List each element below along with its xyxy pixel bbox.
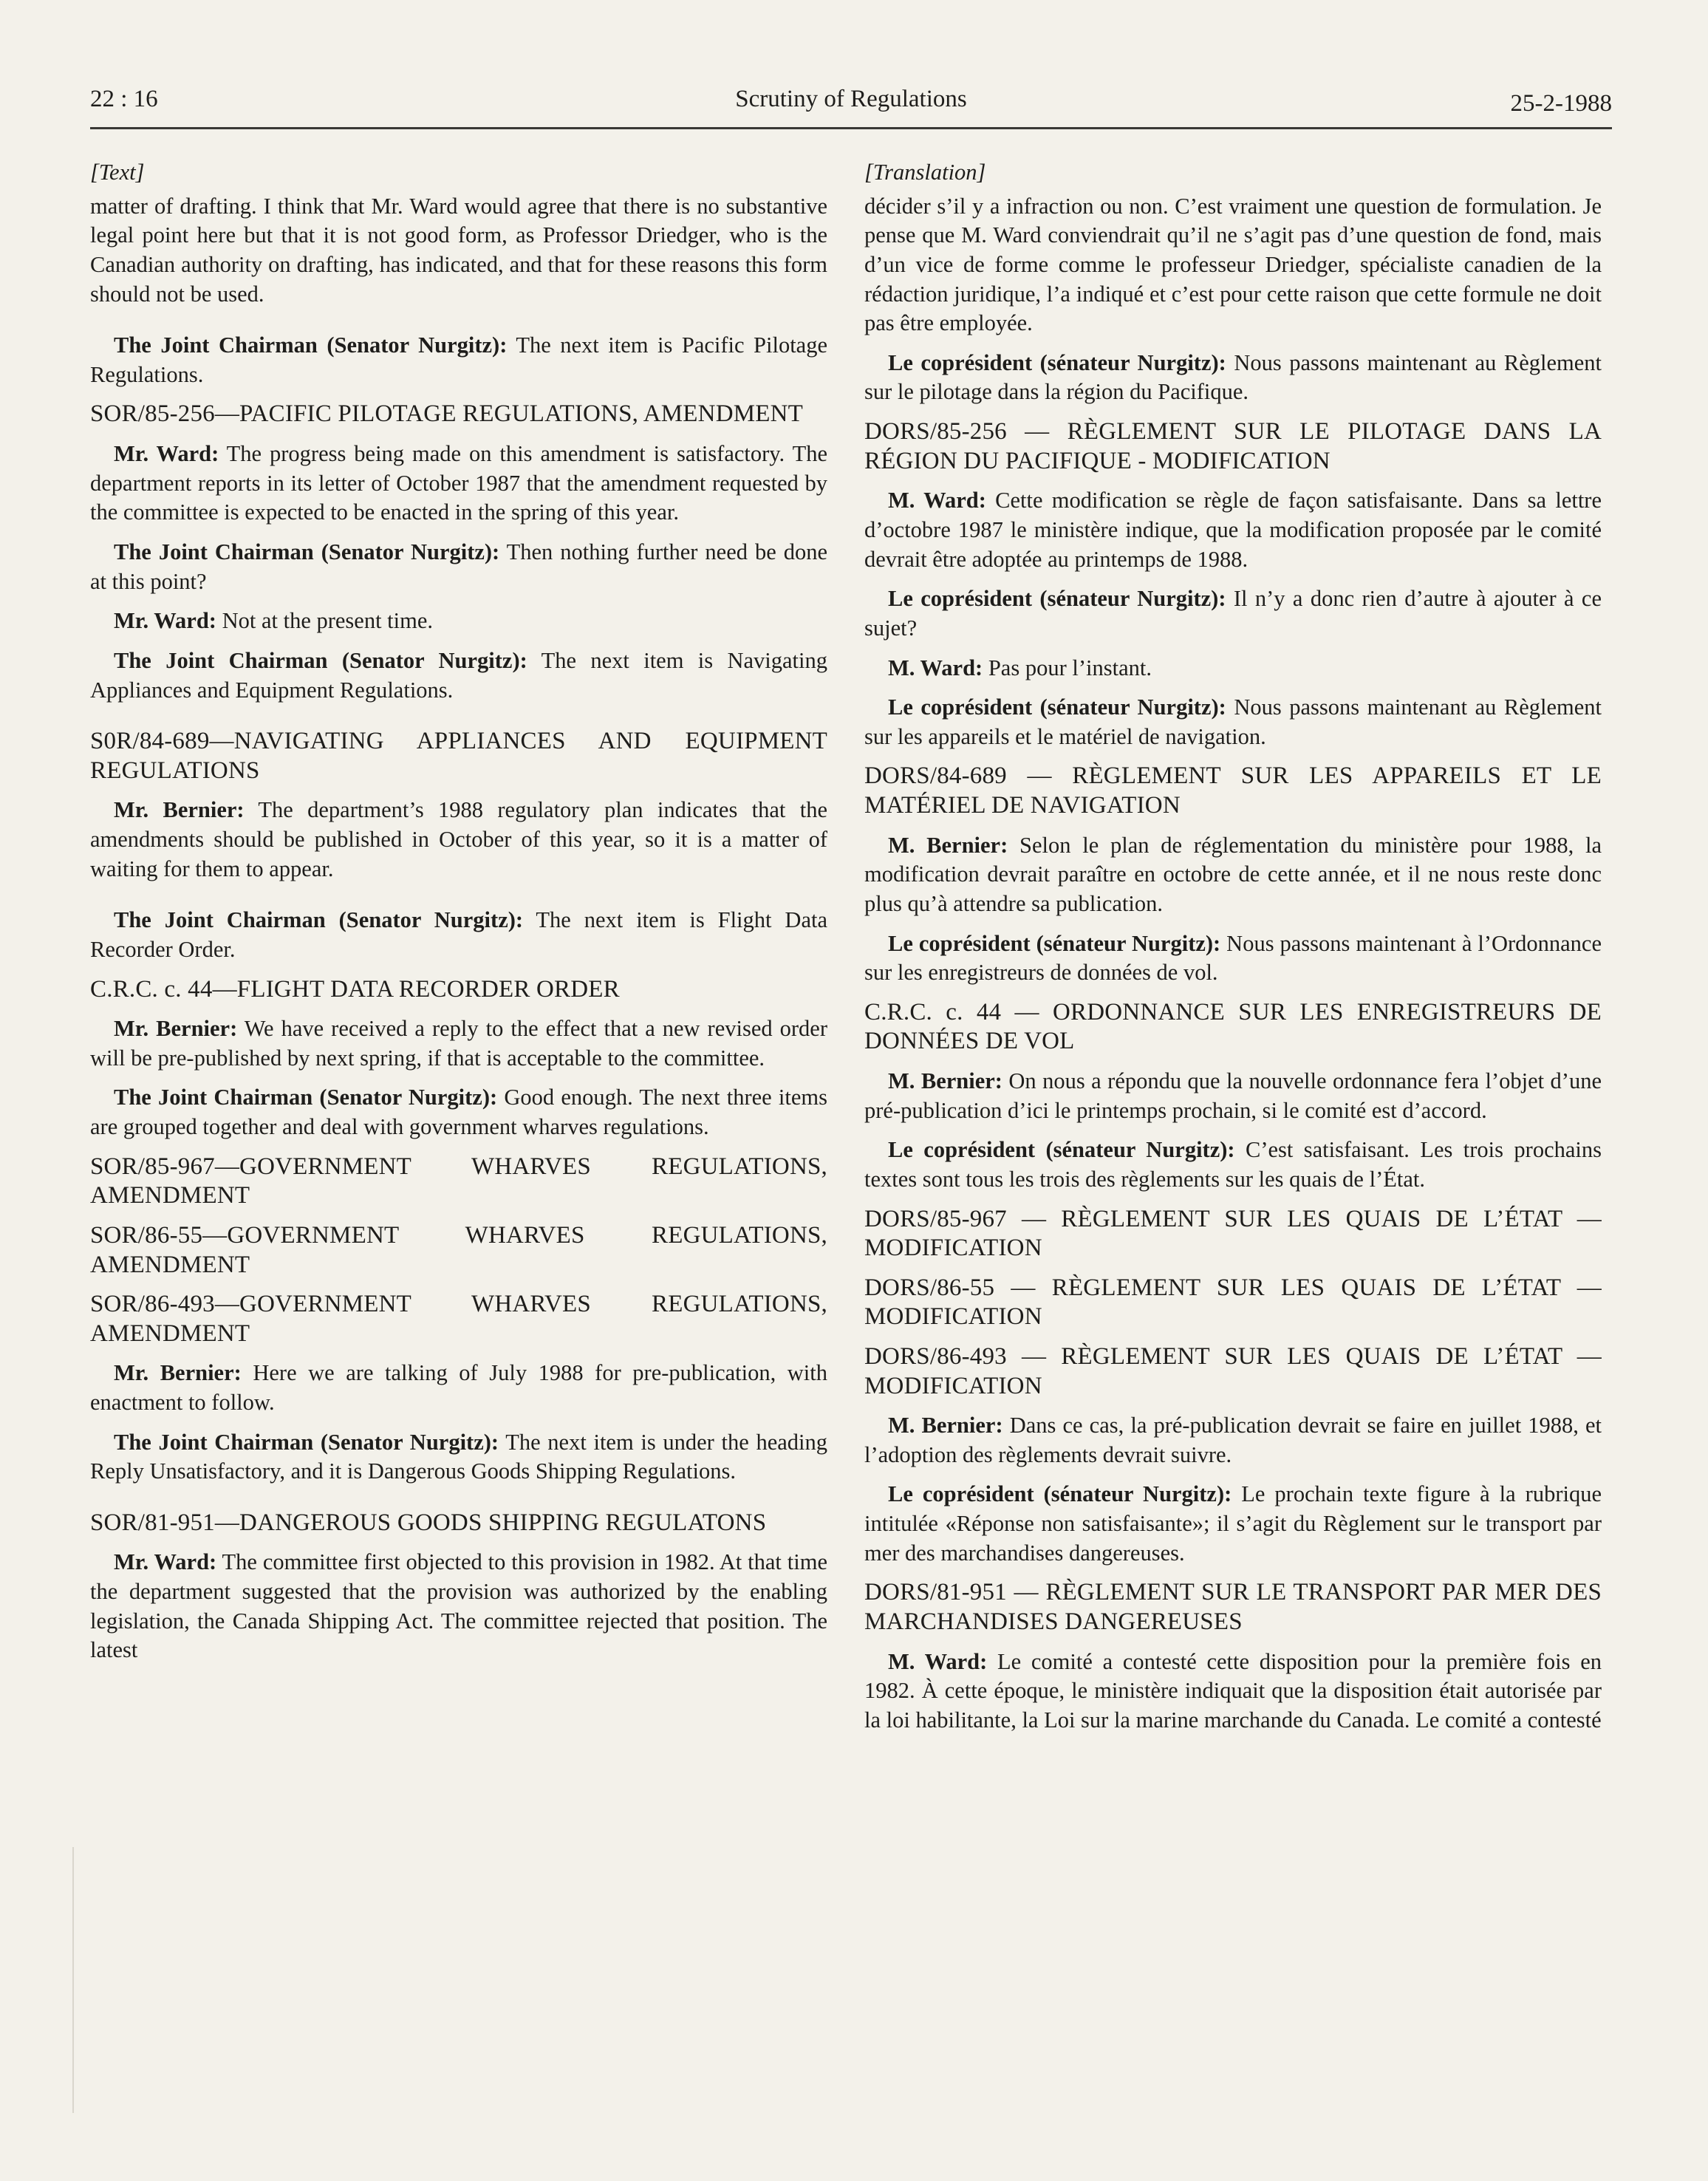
- speech-paragraph: [90, 1014, 827, 1073]
- speech-text: Nous passons maintenant au Règlement sur les appareils et le matériel de navigation.: [864, 694, 1602, 749]
- running-title: Scrutiny of Regulations: [735, 86, 967, 112]
- speech-paragraph: [864, 584, 1602, 643]
- speech-paragraph: [90, 331, 827, 389]
- speech-paragraph: [864, 693, 1602, 751]
- page-number: 22 : 16: [90, 86, 158, 112]
- regulation-heading: DORS/81-951 — RÈGLEMENT SUR LE TRANSPORT PAR MER DES MARCHANDISES DANGEREUSES: [864, 1579, 1602, 1635]
- speech-text: Here we are talking of July 1988 for pre-publication, with enactment to follow.: [90, 1360, 827, 1415]
- regulation-heading: SOR/86-493—GOVERNMENT WHARVES REGULATIONS, AMENDMENT: [90, 1291, 827, 1347]
- regulation-heading: DORS/84-689 — RÈGLEMENT SUR LES APPAREILS ET LE MATÉRIEL DE NAVIGATION: [864, 762, 1602, 819]
- speech-paragraph: [90, 440, 827, 528]
- speaker-name: Mr. Bernier:: [114, 1016, 238, 1042]
- speech-paragraph: [864, 1067, 1602, 1125]
- speaker-name: Mr. Ward:: [114, 1549, 217, 1575]
- speech-text: On nous a répondu que la nouvelle ordonnance fera l’objet d’une pré-publication d’ici le printemps prochain, si le comité est d’accord.: [864, 1068, 1602, 1123]
- speech-paragraph: [90, 1359, 827, 1417]
- speech-text: Selon le plan de réglementation du ministère pour 1988, la modification devrait paraître en octobre de cette année, et il ne nous reste donc plus qu’à attendre sa publication.: [864, 832, 1602, 916]
- speech-text: Good enough. The next three items are grouped together and deal with government wharves regulations.: [90, 1085, 827, 1140]
- english-column: [90, 158, 827, 1676]
- speaker-name: M. Ward:: [888, 1648, 988, 1674]
- speaker-name: Mr. Ward:: [114, 608, 216, 634]
- speaker-name: The Joint Chairman (Senator Nurgitz):: [114, 907, 524, 933]
- speaker-name: Le coprésident (sénateur Nurgitz):: [888, 930, 1221, 956]
- language-tag: [Text]: [90, 160, 145, 185]
- speech-text: Cette modification se règle de façon satisfaisante. Dans sa lettre d’octobre 1987 le ministère indique, que la modification proposée par le comité devrait être adoptée au printemps de 1988.: [864, 488, 1602, 572]
- regulation-heading: SOR/86-55—GOVERNMENT WHARVES REGULATIONS, AMENDMENT: [90, 1221, 827, 1278]
- speech-paragraph: [90, 538, 827, 596]
- speech-text: décider s’il y a infraction ou non. C’est vraiment une question de formulation. Je pense que M. Ward conviendrait qu’il ne s’agit pas d’une question de fond, mais d’un vice de forme comme le professeur Driedger, spécialiste canadien de la rédaction juridique, l’a indiqué et c’est pour cette raison que cette formule ne doit pas être employée.: [864, 193, 1602, 336]
- regulation-heading: DORS/86-55 — RÈGLEMENT SUR LES QUAIS DE L’ÉTAT — MODIFICATION: [864, 1274, 1602, 1331]
- speaker-name: Le coprésident (sénateur Nurgitz):: [888, 694, 1226, 720]
- speech-text: The department’s 1988 regulatory plan indicates that the amendments should be published in October of this year, so it is a matter of waiting for them to appear.: [90, 797, 827, 881]
- speaker-name: M. Ward:: [888, 655, 983, 680]
- speech-paragraph: [90, 1548, 827, 1665]
- speaker-name: The Joint Chairman (Senator Nurgitz):: [114, 1429, 499, 1455]
- page-header: [90, 83, 1612, 129]
- speech-text: The next item is Flight Data Recorder Order.: [90, 907, 828, 962]
- speaker-name: The Joint Chairman (Senator Nurgitz):: [114, 539, 500, 564]
- speech-paragraph: [90, 796, 827, 884]
- speech-text: The next item is under the heading Reply Unsatisfactory, and it is Dangerous Goods Shipping Regulations.: [90, 1429, 828, 1484]
- speech-text: The next item is Pacific Pilotage Regulations.: [90, 332, 827, 387]
- french-column: [864, 158, 1602, 1745]
- speech-paragraph: [90, 607, 827, 636]
- speech-paragraph: [864, 1136, 1602, 1194]
- speaker-name: Mr. Bernier:: [114, 797, 245, 823]
- speech-paragraph: [90, 1083, 827, 1141]
- speech-paragraph: [864, 654, 1602, 683]
- speech-paragraph: [90, 646, 827, 705]
- speaker-name: The Joint Chairman (Senator Nurgitz):: [114, 647, 527, 673]
- regulation-heading: DORS/85-967 — RÈGLEMENT SUR LES QUAIS DE L’ÉTAT — MODIFICATION: [864, 1205, 1602, 1262]
- speaker-name: M. Bernier:: [888, 1068, 1002, 1094]
- speech-paragraph: [864, 349, 1602, 407]
- text-paragraph: [90, 192, 827, 310]
- speech-text: matter of drafting. I think that Mr. Ward would agree that there is no substantive legal point here but that it is not good form, as Professor Driedger, who is the Canadian authority on drafting, has indicated, and that for these reasons this form should not be used.: [90, 193, 827, 307]
- speaker-name: Mr. Ward:: [114, 441, 219, 467]
- speech-text: Dans ce cas, la pré-publication devrait se faire en juillet 1988, et l’adoption des règlements devrait suivre.: [864, 1413, 1602, 1467]
- speaker-name: Mr. Bernier:: [114, 1360, 242, 1386]
- speaker-name: Le coprésident (sénateur Nurgitz):: [888, 586, 1226, 612]
- text-paragraph: [864, 192, 1602, 338]
- speech-paragraph: [864, 929, 1602, 988]
- speech-paragraph: [864, 1480, 1602, 1568]
- speech-paragraph: [864, 831, 1602, 919]
- speech-paragraph: [90, 906, 827, 964]
- speech-paragraph: [864, 1411, 1602, 1470]
- speaker-name: Le coprésident (sénateur Nurgitz):: [888, 1481, 1232, 1507]
- speaker-name: Le coprésident (sénateur Nurgitz):: [888, 1137, 1235, 1163]
- speaker-name: M. Bernier:: [888, 832, 1008, 858]
- speaker-name: The Joint Chairman (Senator Nurgitz):: [114, 1085, 498, 1110]
- speech-text: Il n’y a donc rien d’autre à ajouter à ce sujet?: [864, 586, 1602, 641]
- speech-text: Nous passons maintenant au Règlement sur le pilotage dans la région du Pacifique.: [864, 349, 1602, 405]
- speaker-name: M. Ward:: [888, 488, 986, 513]
- speech-text: The next item is Navigating Appliances and Equipment Regulations.: [90, 647, 828, 703]
- speaker-name: Le coprésident (sénateur Nurgitz):: [888, 349, 1226, 375]
- regulation-heading: SOR/85-967—GOVERNMENT WHARVES REGULATIONS, AMENDMENT: [90, 1153, 827, 1209]
- speech-text: The committee first objected to this provision in 1982. At that time the department suggested that the provision was authorized by the enabling legislation, the Canada Shipping Act. The committee rejected that position. The latest: [90, 1549, 827, 1663]
- speech-text: We have received a reply to the effect that a new revised order will be pre-published by next spring, if that is acceptable to the committee.: [90, 1016, 827, 1071]
- speech-paragraph: [864, 486, 1602, 574]
- scan-margin-rule: [72, 1847, 74, 2113]
- speech-text: Not at the present time.: [216, 608, 434, 634]
- regulation-heading: C.R.C. c. 44—FLIGHT DATA RECORDER ORDER: [90, 975, 620, 1003]
- speech-paragraph: [864, 1648, 1602, 1735]
- speech-text: Le prochain texte figure à la rubrique intitulée «Réponse non satisfaisante»; il s’agit du Règlement sur le transport par mer des marchandises dangereuses.: [864, 1481, 1602, 1566]
- language-tag: [Translation]: [864, 160, 986, 185]
- speech-text: C’est satisfaisant. Les trois prochains textes sont tous les trois des règlements sur les quais de l’État.: [864, 1137, 1602, 1192]
- speaker-name: M. Bernier:: [888, 1413, 1003, 1438]
- speech-text: The progress being made on this amendment is satisfactory. The department reports in its letter of October 1987 that the amendment requested by the committee is expected to be enacted in the spring of this year.: [90, 441, 827, 525]
- regulation-heading: C.R.C. c. 44 — ORDONNANCE SUR LES ENREGISTREURS DE DONNÉES DE VOL: [864, 998, 1602, 1055]
- regulation-heading: SOR/85-256—PACIFIC PILOTAGE REGULATIONS, AMENDMENT: [90, 400, 804, 428]
- speech-text: Le comité a contesté cette disposition pour la première fois en 1982. À cette époque, le ministère indiquait que la disposition était autorisée par la loi habilitante, la Loi sur la marine marchande du Canada. Le comité a contesté: [864, 1648, 1602, 1733]
- speech-paragraph: [90, 1428, 827, 1487]
- speaker-name: The Joint Chairman (Senator Nurgitz):: [114, 332, 508, 358]
- regulation-heading: DORS/85-256 — RÈGLEMENT SUR LE PILOTAGE DANS LA RÉGION DU PACIFIQUE - MODIFICATION: [864, 418, 1602, 474]
- speech-text: Then nothing further need be done at this point?: [90, 539, 827, 594]
- page-date: 25-2-1988: [1510, 90, 1612, 117]
- regulation-heading: SOR/81-951—DANGEROUS GOODS SHIPPING REGULATONS: [90, 1509, 767, 1536]
- speech-text: Pas pour l’instant.: [983, 655, 1152, 680]
- regulation-heading: S0R/84-689—NAVIGATING APPLIANCES AND EQUIPMENT REGULATIONS: [90, 728, 827, 784]
- speech-text: Nous passons maintenant à l’Ordonnance sur les enregistreurs de données de vol.: [864, 930, 1602, 986]
- regulation-heading: DORS/86-493 — RÈGLEMENT SUR LES QUAIS DE L’ÉTAT — MODIFICATION: [864, 1342, 1602, 1399]
